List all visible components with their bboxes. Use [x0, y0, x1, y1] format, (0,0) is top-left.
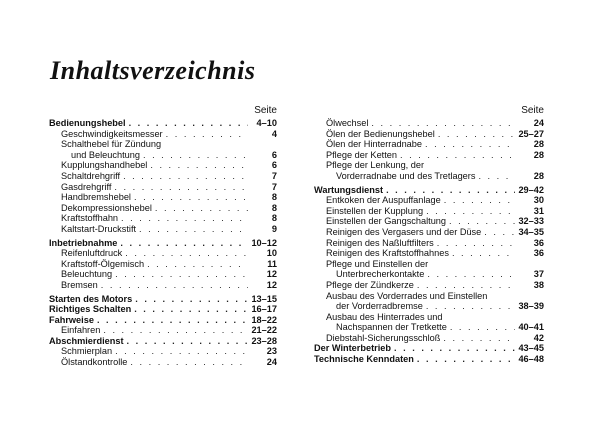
toc-section-entry	[314, 343, 544, 354]
toc-entry-title: Diebstahl-Sicherungsschloß	[326, 332, 441, 343]
toc-page-number: 8	[271, 192, 277, 203]
toc-entry-title: Kraftstoffhahn	[61, 213, 119, 224]
toc-subentry	[49, 171, 277, 182]
dot-leader	[130, 357, 248, 368]
toc-entry-title: Nachspannen der Tretkette	[336, 322, 447, 333]
toc-list-right	[314, 118, 544, 365]
toc-entry-title: Einstellen der Gangschaltung	[326, 216, 447, 227]
toc-page-number: 24	[266, 357, 277, 368]
toc-entry-title: Der Winterbetrieb	[314, 343, 392, 354]
toc-section-entry	[49, 304, 277, 315]
toc-entry-title: Kraftstoff-Ölgemisch	[61, 258, 145, 269]
toc-subentry	[314, 301, 544, 312]
toc-subentry	[314, 139, 544, 150]
toc-entry-title: Richtiges Schalten	[49, 304, 132, 315]
toc-entry-title: Pflege der Lenkung, der	[326, 160, 425, 171]
toc-page-number: 37	[533, 269, 544, 280]
toc-entry-title: Dekompressionshebel	[61, 202, 152, 213]
dot-leader	[371, 118, 515, 129]
toc-page-number: 28	[533, 170, 544, 181]
toc-page-number: 16–17	[251, 304, 277, 315]
toc-entry-title: Starten des Motors	[49, 293, 133, 304]
toc-entry-title: Reinigen des Vergasers und der Düse	[326, 226, 482, 237]
toc-entry-title: Schalthebel für Zündung	[61, 139, 162, 150]
dot-leader	[134, 304, 248, 315]
toc-page-number: 8	[271, 202, 277, 213]
toc-entry-title: Technische Kenndaten	[314, 354, 414, 365]
dot-leader	[449, 216, 515, 227]
dot-leader	[121, 213, 248, 224]
toc-page-number: 10	[266, 248, 277, 259]
dot-leader	[101, 280, 248, 291]
toc-page-number: 38–39	[518, 301, 544, 312]
dot-leader	[484, 227, 515, 238]
dot-leader	[443, 333, 515, 344]
toc-entry-title: Ölen der Hinterradnabe	[326, 139, 423, 150]
toc-subentry	[314, 322, 544, 333]
toc-page-number: 21–22	[251, 325, 277, 336]
toc-page-number: 31	[533, 205, 544, 216]
toc-entry-title: Pflege der Zündkerze	[326, 279, 414, 290]
toc-section-entry	[49, 315, 277, 326]
toc-column-left	[49, 104, 277, 368]
toc-entry-title: Ausbau des Hinterrades und	[326, 311, 443, 322]
toc-page-number: 7	[271, 181, 277, 192]
dot-leader	[450, 322, 515, 333]
toc-column-right	[314, 104, 544, 365]
toc-entry-title: Pflege und Einstellen der	[326, 258, 429, 269]
toc-subentry	[314, 118, 544, 129]
toc-subentry	[314, 227, 544, 238]
dot-leader	[150, 160, 248, 171]
toc-page-number: 23	[266, 346, 277, 357]
toc-subentry	[314, 195, 544, 206]
toc-section-entry	[314, 354, 544, 365]
toc-subentry	[314, 216, 544, 227]
toc-entry-title: und Beleuchtung	[71, 149, 140, 160]
toc-entry-title: Schmierplan	[61, 346, 113, 357]
dot-leader	[478, 171, 515, 182]
toc-subentry	[314, 248, 544, 259]
toc-subentry	[314, 333, 544, 344]
toc-entry-title: Inbetriebnahme	[49, 237, 118, 248]
toc-subentry	[49, 192, 277, 203]
toc-subentry	[314, 259, 544, 270]
toc-entry-title: Schaltdrehgriff	[61, 170, 121, 181]
toc-page-number: 38	[533, 279, 544, 290]
toc-subentry	[314, 291, 544, 302]
toc-entry-title: der Vorderradbremse	[336, 301, 423, 312]
toc-entry-title: Handbremshebel	[61, 192, 131, 203]
toc-subentry	[49, 182, 277, 193]
toc-entry-title: Kaltstart-Druckstift	[61, 223, 137, 234]
toc-page-number: 4–10	[256, 118, 277, 128]
toc-page-number: 6	[271, 160, 277, 171]
toc-entry-title: Pflege der Ketten	[326, 149, 397, 160]
dot-leader	[127, 336, 248, 347]
dot-leader	[139, 224, 248, 235]
toc-subentry	[314, 160, 544, 171]
toc-page-number: 24	[533, 118, 544, 128]
toc-page-number: 36	[533, 237, 544, 248]
toc-entry-title: Vorderradnabe und des Tretlagers	[336, 170, 476, 181]
toc-page-number: 4	[271, 128, 277, 139]
dot-leader	[426, 301, 515, 312]
dot-leader	[394, 343, 515, 354]
dot-leader	[143, 150, 248, 161]
toc-page-number: 12	[266, 279, 277, 290]
toc-subentry	[49, 346, 277, 357]
dot-leader	[400, 150, 515, 161]
toc-entry-title: Ölwechsel	[326, 118, 369, 128]
dot-leader	[97, 315, 248, 326]
toc-entry-title: Reifenluftdruck	[61, 248, 123, 259]
dot-leader	[417, 280, 515, 291]
dot-leader	[134, 192, 248, 203]
toc-entry-title: Einfahren	[61, 325, 101, 336]
toc-page-number: 30	[533, 195, 544, 206]
toc-page-number: 40–41	[518, 322, 544, 333]
dot-leader	[115, 346, 248, 357]
toc-subentry	[49, 139, 277, 150]
toc-page-number: 43–45	[518, 343, 544, 354]
toc-subentry	[49, 357, 277, 368]
toc-list-left	[49, 118, 277, 368]
dot-leader	[147, 259, 248, 270]
toc-subentry	[49, 248, 277, 259]
toc-entry-title: Reinigen des Kraftstoffhahnes	[326, 248, 449, 259]
toc-section-entry	[49, 336, 277, 347]
toc-page-number: 11	[267, 258, 277, 269]
toc-page-number: 28	[533, 149, 544, 160]
toc-page-number: 42	[533, 332, 544, 343]
toc-subentry	[49, 129, 277, 140]
toc-subentry	[49, 160, 277, 171]
dot-leader	[417, 354, 515, 365]
toc-subentry	[314, 269, 544, 280]
dot-leader	[386, 185, 515, 196]
toc-entry-title: Beleuchtung	[61, 269, 113, 280]
toc-subentry	[314, 150, 544, 161]
dot-leader	[452, 248, 515, 259]
dot-leader	[123, 171, 248, 182]
toc-subentry	[49, 213, 277, 224]
toc-subentry	[49, 203, 277, 214]
toc-entry-title: Kupplungshandhebel	[61, 160, 148, 171]
toc-subentry	[49, 269, 277, 280]
toc-page-number: 6	[271, 149, 277, 160]
toc-entry-title: Ölen der Bedienungshebel	[326, 128, 435, 139]
seite-header: Seite	[521, 105, 544, 116]
toc-page-number: 13–15	[251, 293, 277, 304]
toc-page-number: 23–28	[251, 335, 277, 346]
toc-section-entry	[49, 238, 277, 249]
toc-page-number: 7	[271, 170, 277, 181]
dot-leader	[427, 269, 515, 280]
toc-subentry	[314, 312, 544, 323]
toc-entry-title: Reinigen des Naßluftfilters	[326, 237, 434, 248]
toc-entry-title: Bremsen	[61, 279, 98, 290]
page-title: Inhaltsverzeichnis	[50, 56, 256, 85]
dot-leader	[425, 139, 515, 150]
dot-leader	[115, 269, 248, 280]
dot-leader	[155, 203, 248, 214]
dot-leader	[125, 248, 248, 259]
toc-subentry	[314, 280, 544, 291]
dot-leader	[437, 238, 515, 249]
toc-page-number: 8	[271, 213, 277, 224]
toc-page-number: 46–48	[518, 354, 544, 365]
dot-leader	[444, 195, 515, 206]
toc-entry-title: Ölstandkontrolle	[61, 357, 128, 368]
dot-leader	[135, 294, 248, 305]
toc-subentry	[49, 150, 277, 161]
toc-page-number: 32–33	[518, 216, 544, 227]
dot-leader	[129, 118, 248, 129]
toc-subentry	[314, 171, 544, 182]
toc-subentry	[314, 129, 544, 140]
toc-subentry	[314, 238, 544, 249]
toc-entry-title: Unterbrecherkontakte	[336, 269, 425, 280]
dot-leader	[114, 182, 248, 193]
toc-subentry	[314, 206, 544, 217]
dot-leader	[426, 206, 515, 217]
toc-section-entry	[49, 118, 277, 129]
toc-entry-title: Fahrweise	[49, 314, 94, 325]
toc-subentry	[49, 224, 277, 235]
toc-entry-title: Einstellen der Kupplung	[326, 205, 424, 216]
toc-page-number: 9	[271, 223, 277, 234]
toc-subentry	[49, 259, 277, 270]
toc-subentry	[49, 325, 277, 336]
toc-page-number: 18–22	[251, 314, 277, 325]
toc-entry-title: Bedienungshebel	[49, 118, 126, 128]
dot-leader	[103, 325, 248, 336]
toc-page-number: 29–42	[518, 184, 544, 195]
toc-page-number: 34–35	[518, 226, 544, 237]
toc-entry-title: Geschwindigkeitsmesser	[61, 128, 163, 139]
toc-page-number: 25–27	[518, 128, 544, 139]
toc-page-number: 10–12	[251, 237, 277, 248]
toc-entry-title: Entkoken der Auspuffanlage	[326, 195, 441, 206]
toc-page-number: 28	[533, 139, 544, 150]
toc-section-entry	[314, 185, 544, 196]
toc-page-number: 12	[266, 269, 277, 280]
toc-entry-title: Gasdrehgriff	[61, 181, 112, 192]
toc-entry-title: Ausbau des Vorderrades und Einstellen	[326, 290, 488, 301]
seite-header: Seite	[254, 105, 277, 116]
toc-entry-title: Wartungsdienst	[314, 184, 384, 195]
dot-leader	[438, 129, 515, 140]
toc-section-entry	[49, 294, 277, 305]
toc-entry-title: Abschmierdienst	[49, 335, 124, 346]
toc-page-number: 36	[533, 248, 544, 259]
toc-subentry	[49, 280, 277, 291]
dot-leader	[166, 129, 248, 140]
dot-leader	[120, 238, 248, 249]
